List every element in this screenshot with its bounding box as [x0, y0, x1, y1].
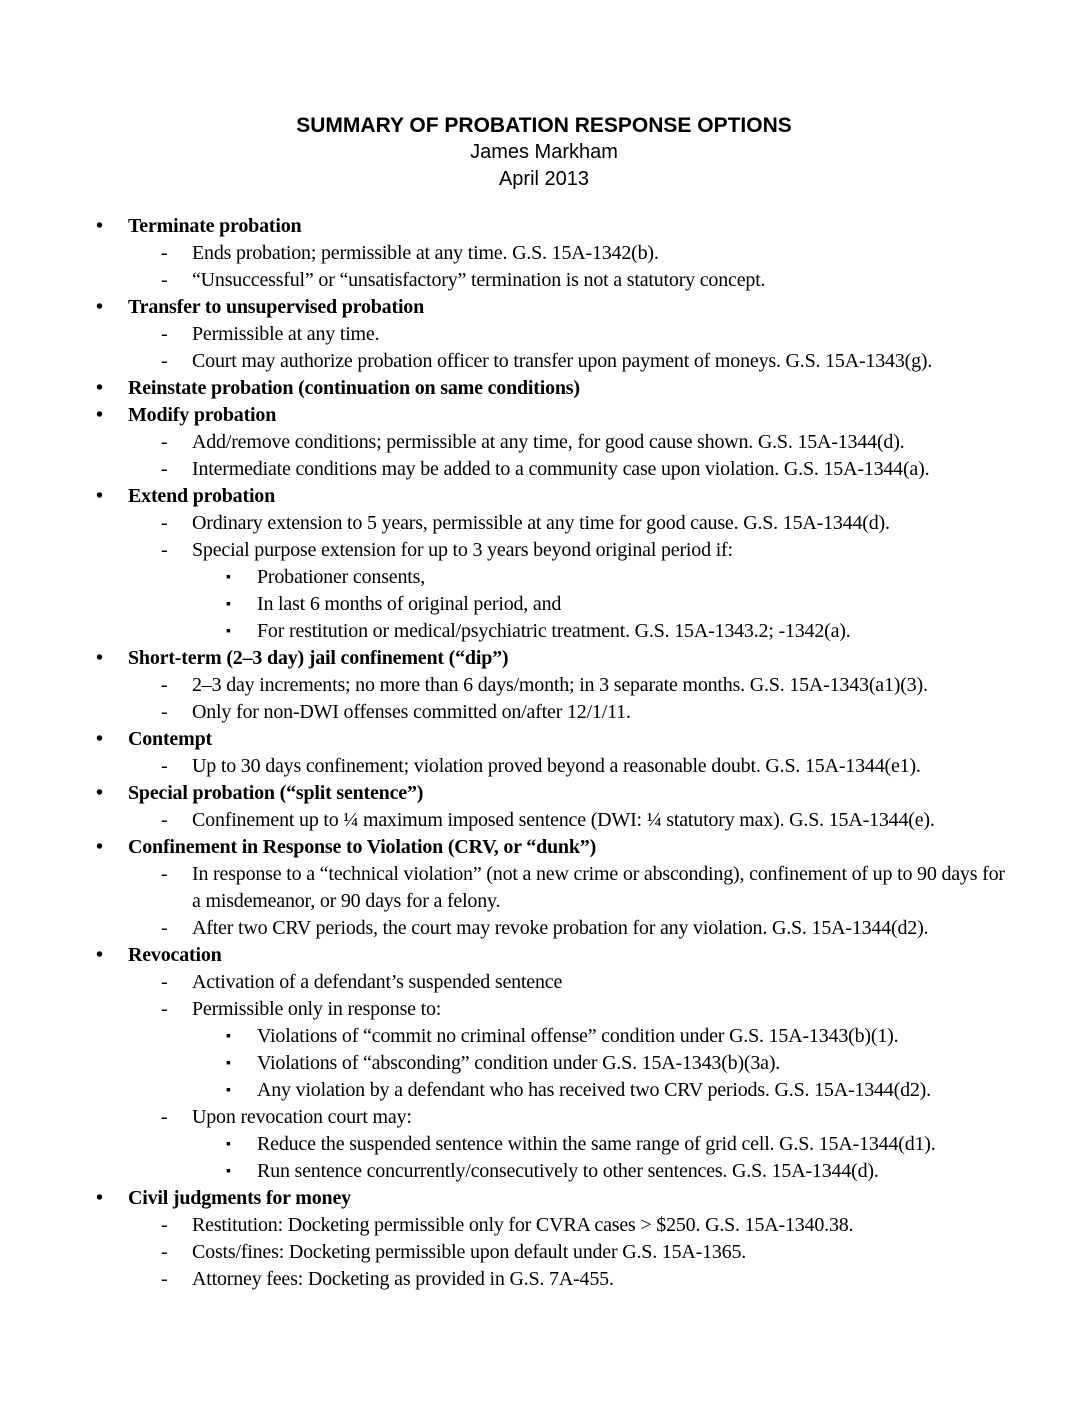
list-item-text: Up to 30 days confinement; violation proved beyond a reasonable doubt. G.S. 15A-1344(e1).	[192, 755, 921, 777]
list-item	[0, 672, 1088, 699]
square-marker-icon: ▪	[226, 1083, 231, 1098]
dash-marker-icon: -	[161, 269, 168, 291]
list-item	[0, 618, 1088, 645]
list-item	[0, 1212, 1088, 1239]
list-item-text: Add/remove conditions; permissible at any time, for good cause shown. G.S. 15A-1344(d).	[192, 431, 905, 453]
list-item	[0, 294, 1088, 321]
dash-marker-icon: -	[161, 350, 168, 372]
list-item-text: “Unsuccessful” or “unsatisfactory” termination is not a statutory concept.	[192, 269, 766, 291]
square-marker-icon: ▪	[226, 570, 231, 585]
list-item-text: Run sentence concurrently/consecutively to other sentences. G.S. 15A-1344(d).	[257, 1160, 879, 1182]
list-item	[0, 510, 1088, 537]
list-item-text: Upon revocation court may:	[192, 1106, 412, 1128]
list-item-text: In last 6 months of original period, and	[257, 593, 562, 615]
dash-marker-icon: -	[161, 431, 168, 453]
list-item	[0, 213, 1088, 240]
list-item	[0, 429, 1088, 456]
bullet-marker-icon: •	[96, 296, 103, 318]
bullet-marker-icon: •	[96, 728, 103, 750]
bullet-marker-icon: •	[96, 485, 103, 507]
dash-marker-icon: -	[161, 971, 168, 993]
list-item-text: Intermediate conditions may be added to a community case upon violation. G.S. 15A-1344(a).	[192, 458, 930, 480]
list-item-text: Reinstate probation (continuation on same conditions)	[128, 377, 580, 399]
list-item-text: Contempt	[128, 728, 212, 750]
list-item-text: Confinement in Response to Violation (CRV, or “dunk”)	[128, 836, 597, 858]
list-item-text: Violations of “absconding” condition under G.S. 15A-1343(b)(3a).	[257, 1052, 781, 1074]
list-item	[0, 753, 1088, 780]
list-item	[0, 456, 1088, 483]
list-item	[0, 267, 1088, 294]
list-item	[0, 1185, 1088, 1212]
list-item-text: Terminate probation	[128, 215, 302, 237]
dash-marker-icon: -	[161, 1214, 168, 1236]
dash-marker-icon: -	[161, 863, 168, 885]
list-item-text: Short-term (2–3 day) jail confinement (“dip”)	[128, 647, 509, 669]
dash-marker-icon: -	[161, 323, 168, 345]
square-marker-icon: ▪	[226, 624, 231, 639]
list-item	[0, 969, 1088, 996]
list-item	[0, 1077, 1088, 1104]
square-marker-icon: ▪	[226, 1029, 231, 1044]
list-item-text: Attorney fees: Docketing as provided in G.S. 7A-455.	[192, 1268, 614, 1290]
list-item-text: Ordinary extension to 5 years, permissible at any time for good cause. G.S. 15A-1344(d).	[192, 512, 890, 534]
dash-marker-icon: -	[161, 701, 168, 723]
dash-marker-icon: -	[161, 512, 168, 534]
list-item-text: Permissible at any time.	[192, 323, 380, 345]
list-item-text: Any violation by a defendant who has received two CRV periods. G.S. 15A-1344(d2).	[257, 1079, 931, 1101]
list-item-text: Extend probation	[128, 485, 276, 507]
list-item-text: Special probation (“split sentence”)	[128, 782, 424, 804]
list-item-text: Reduce the suspended sentence within the same range of grid cell. G.S. 15A-1344(d1).	[257, 1133, 936, 1155]
bullet-marker-icon: •	[96, 377, 103, 399]
square-marker-icon: ▪	[226, 1164, 231, 1179]
bullet-marker-icon: •	[96, 404, 103, 426]
list-item-text: Transfer to unsupervised probation	[128, 296, 425, 318]
list-item	[0, 321, 1088, 348]
list-item-text: Court may authorize probation officer to transfer upon payment of moneys. G.S. 15A-1343(g).	[192, 350, 933, 372]
list-item	[0, 1158, 1088, 1185]
document-header	[0, 0, 1088, 193]
list-item	[0, 1239, 1088, 1266]
list-item	[0, 1050, 1088, 1077]
list-item	[0, 861, 1088, 915]
list-item-text: Only for non-DWI offenses committed on/after 12/1/11.	[192, 701, 631, 723]
list-item-text: Civil judgments for money	[128, 1187, 351, 1209]
list-item-text: For restitution or medical/psychiatric treatment. G.S. 15A-1343.2; -1342(a).	[257, 620, 851, 642]
bullet-marker-icon: •	[96, 647, 103, 669]
list-item	[0, 780, 1088, 807]
dash-marker-icon: -	[161, 809, 168, 831]
list-item	[0, 996, 1088, 1023]
square-marker-icon: ▪	[226, 1137, 231, 1152]
list-item	[0, 375, 1088, 402]
list-item-text: Activation of a defendant’s suspended sentence	[192, 971, 563, 993]
list-item	[0, 1104, 1088, 1131]
list-item	[0, 483, 1088, 510]
list-item	[0, 942, 1088, 969]
dash-marker-icon: -	[161, 1106, 168, 1128]
square-marker-icon: ▪	[226, 597, 231, 612]
list-item	[0, 348, 1088, 375]
dash-marker-icon: -	[161, 1268, 168, 1290]
dash-marker-icon: -	[161, 674, 168, 696]
bullet-marker-icon: •	[96, 782, 103, 804]
dash-marker-icon: -	[161, 242, 168, 264]
list-item-text: Ends probation; permissible at any time. G.S. 15A-1342(b).	[192, 242, 659, 264]
list-item	[0, 645, 1088, 672]
list-item	[0, 726, 1088, 753]
list-item-text: Violations of “commit no criminal offense” condition under G.S. 15A-1343(b)(1).	[257, 1025, 899, 1047]
list-item-text: Special purpose extension for up to 3 years beyond original period if:	[192, 539, 733, 561]
list-item-text: In response to a “technical violation” (not a new crime or absconding), confinement of up to 90 days for a misdemeanor, or 90 days for a felony.	[192, 863, 1005, 912]
list-item	[0, 1023, 1088, 1050]
dash-marker-icon: -	[161, 1241, 168, 1263]
bullet-marker-icon: •	[96, 215, 103, 237]
list-item	[0, 1131, 1088, 1158]
list-item-text: Restitution: Docketing permissible only for CVRA cases > $250. G.S. 15A-1340.38.	[192, 1214, 854, 1236]
list-item-text: Confinement up to ¼ maximum imposed sentence (DWI: ¼ statutory max). G.S. 15A-1344(e).	[192, 809, 935, 831]
list-item-text: After two CRV periods, the court may revoke probation for any violation. G.S. 15A-1344(d2).	[192, 917, 929, 939]
list-item-text: Modify probation	[128, 404, 277, 426]
document-date: April 2013	[498, 168, 590, 190]
dash-marker-icon: -	[161, 998, 168, 1020]
bullet-marker-icon: •	[96, 944, 103, 966]
list-item	[0, 537, 1088, 564]
list-item-text: Permissible only in response to:	[192, 998, 442, 1020]
square-marker-icon: ▪	[226, 1056, 231, 1071]
list-item	[0, 402, 1088, 429]
list-item-text: Revocation	[128, 944, 222, 966]
document-list	[0, 213, 1088, 1293]
list-item	[0, 915, 1088, 942]
list-item	[0, 834, 1088, 861]
document-title: SUMMARY OF PROBATION RESPONSE OPTIONS	[296, 114, 792, 137]
list-item	[0, 699, 1088, 726]
list-item-text: Costs/fines: Docketing permissible upon default under G.S. 15A-1365.	[192, 1241, 747, 1263]
list-item	[0, 591, 1088, 618]
dash-marker-icon: -	[161, 917, 168, 939]
list-item-text: Probationer consents,	[257, 566, 425, 588]
bullet-marker-icon: •	[96, 836, 103, 858]
dash-marker-icon: -	[161, 755, 168, 777]
dash-marker-icon: -	[161, 458, 168, 480]
list-item	[0, 1266, 1088, 1293]
list-item	[0, 564, 1088, 591]
list-item	[0, 807, 1088, 834]
bullet-marker-icon: •	[96, 1187, 103, 1209]
list-item	[0, 240, 1088, 267]
document-author: James Markham	[470, 141, 618, 163]
list-item-text: 2–3 day increments; no more than 6 days/month; in 3 separate months. G.S. 15A-1343(a1)(3).	[192, 674, 928, 696]
dash-marker-icon: -	[161, 539, 168, 561]
